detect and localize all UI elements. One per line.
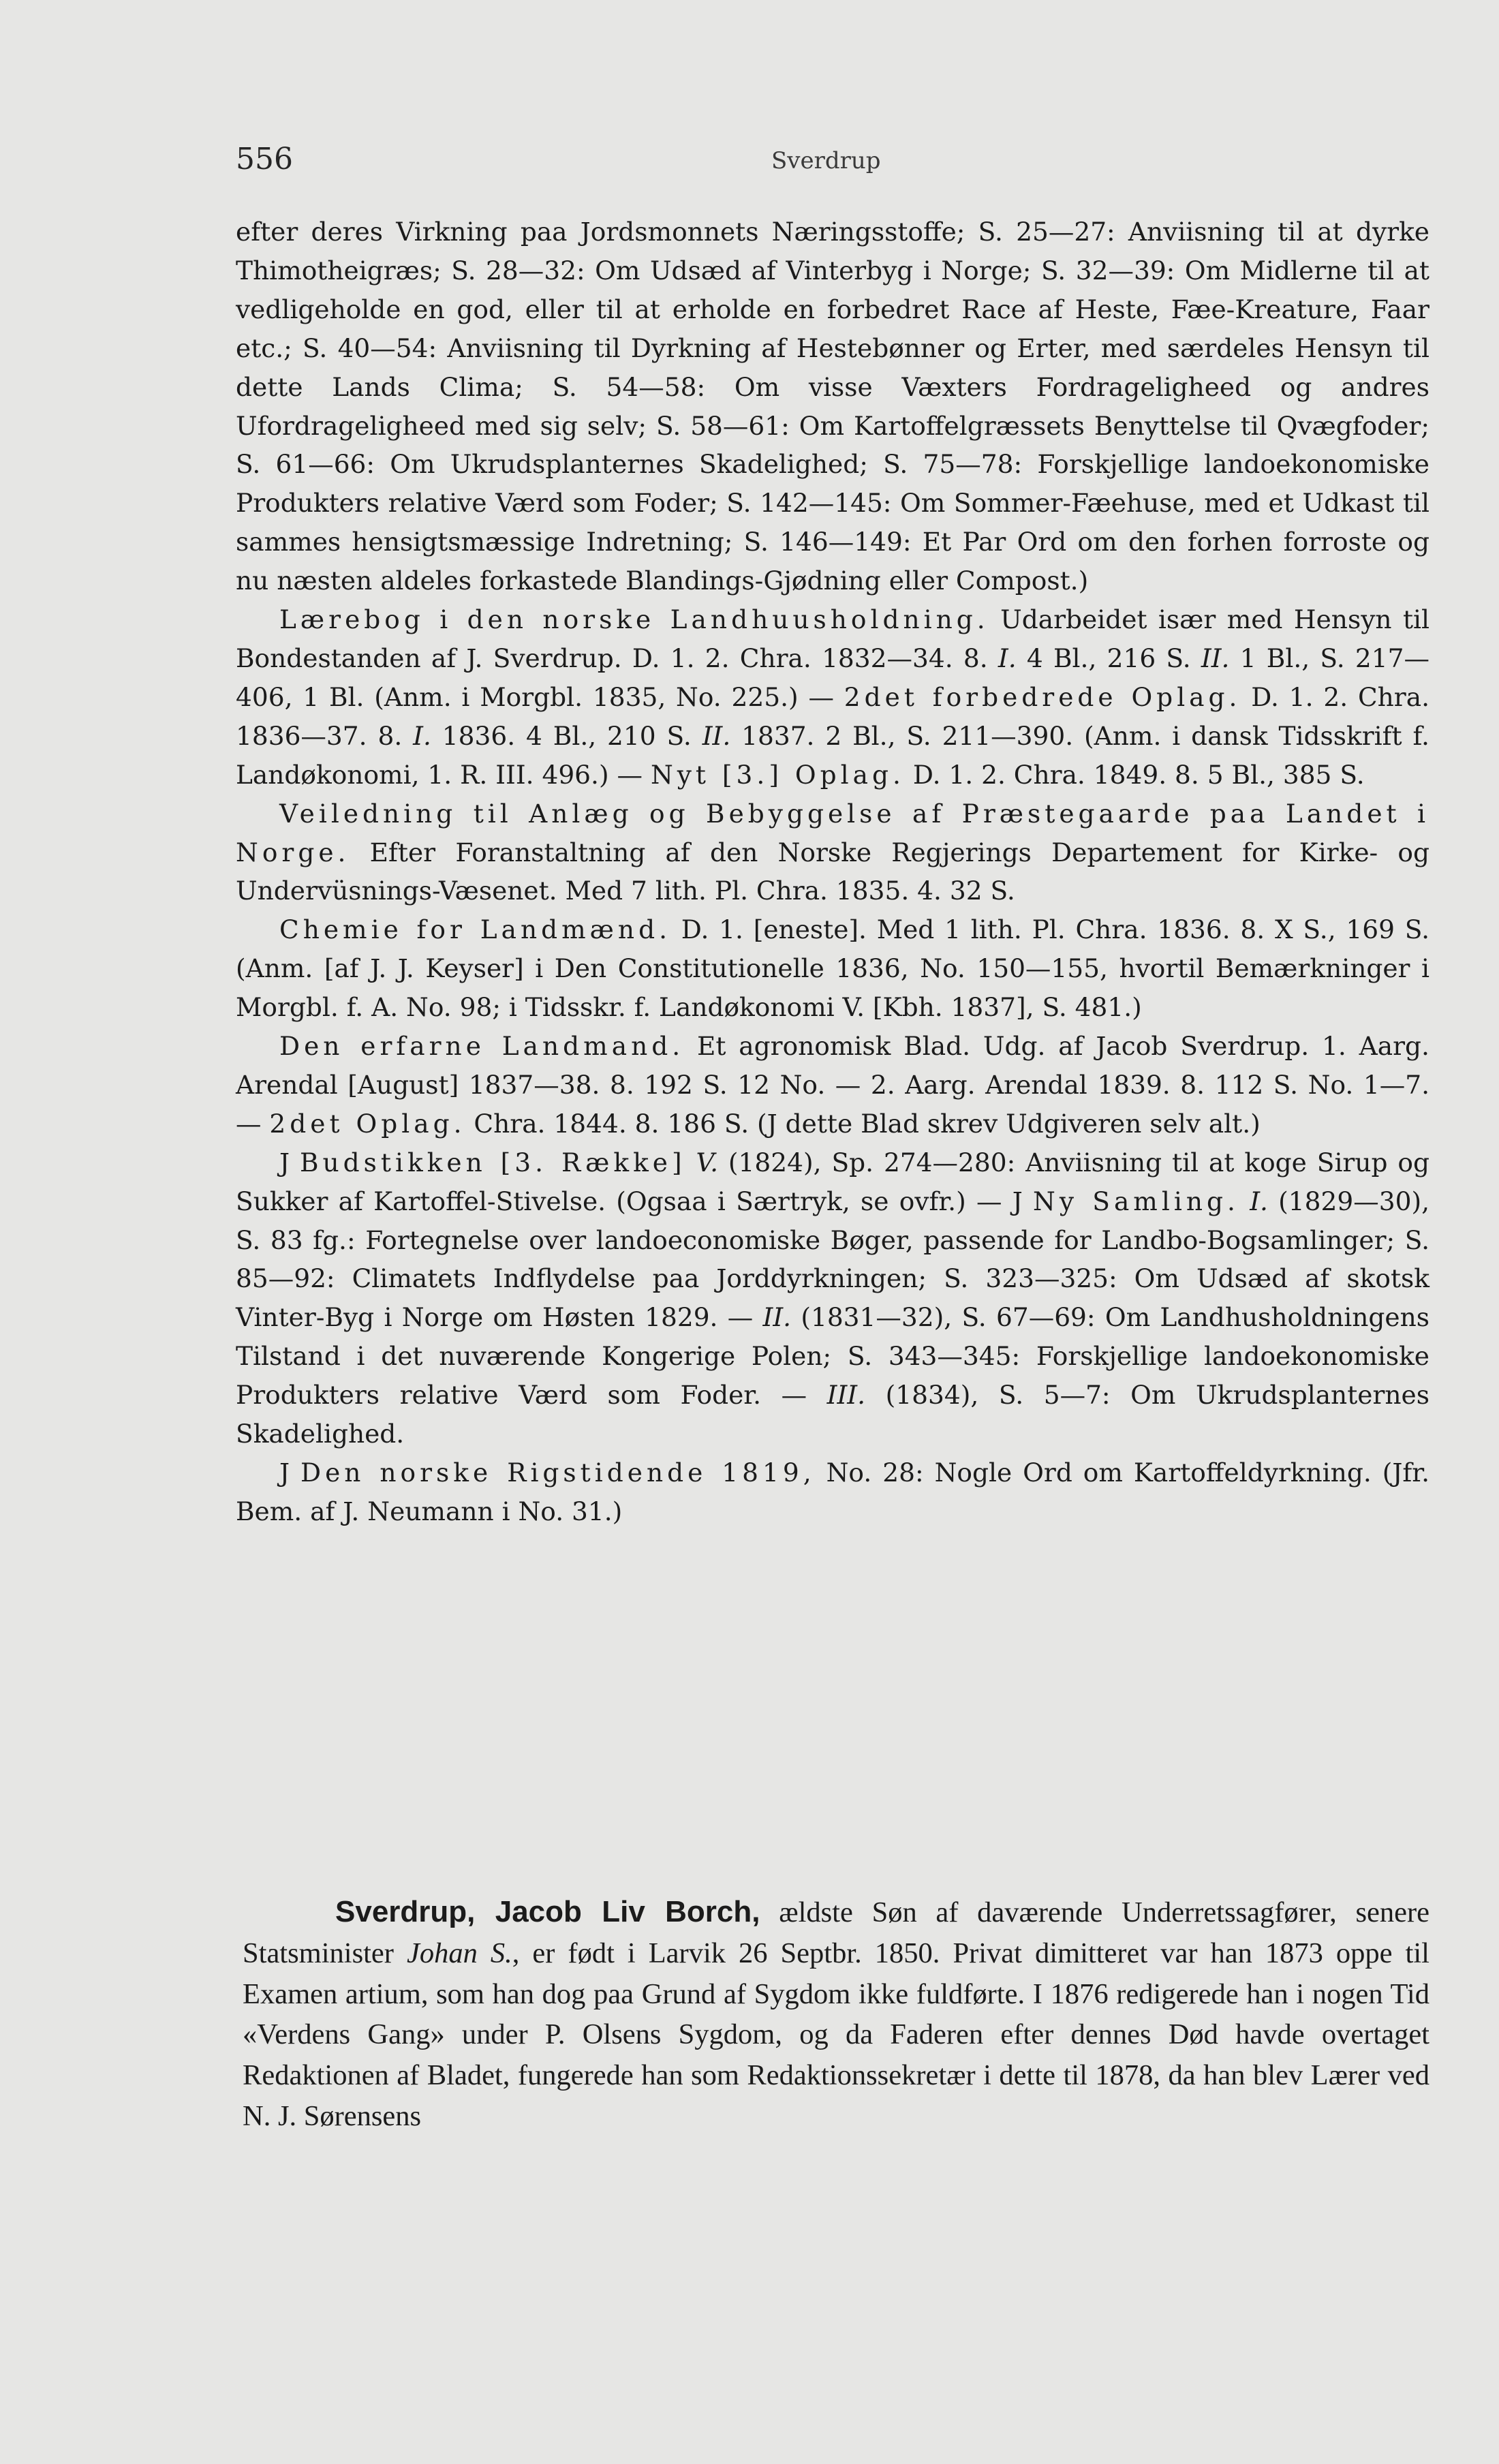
entry-title: Den norske Rigstidende 1819,: [300, 1458, 816, 1488]
entry-text: Et agronomisk Blad. Udg. af Jacob Sverdrup. 1. Aarg. Arendal [August] 1837—38. 8. 192 S. 12 No. — 2. Aarg. Arendal 1839. 8. 112 S. No. 1—7. —: [236, 1031, 1430, 1139]
entry-text: 4 Bl., 216 S.: [1016, 643, 1201, 673]
biography-paragraph: [243, 1892, 1430, 2137]
edition-label: 2det forbedrede Oplag.: [844, 681, 1241, 712]
volume-label: V.: [696, 1147, 718, 1177]
entry-text: (1831—32), S. 67—69: Om Landhusholdningens Tilstand i det nuværende Kongerige Polen; S. 343—345: Forskjellige landoekonomiske Produkters relative Værd som Foder. —: [236, 1302, 1430, 1411]
entry-text: 1836. 4 Bl., 210 S.: [431, 720, 702, 751]
biography-section: [243, 1892, 1430, 2137]
volume-label: II.: [702, 720, 731, 751]
entry-rigstidende: [236, 1453, 1430, 1531]
father-name: Johan S.: [406, 1937, 512, 1969]
entry-title: Lærebog i den norske Landhuusholdning.: [279, 604, 989, 635]
entry-text: J: [279, 1147, 300, 1177]
entry-landmand: [236, 1027, 1430, 1143]
entry-title: Veiledning til Anlæg og Bebyggelse af Præstegaarde paa Landet i Norge.: [236, 798, 1430, 867]
entry-text: Efter Foranstaltning af den Norske Regjerings Departement for Kirke- og Undervüsnings-Væsenet. Med 7 lith. Pl. Chra. 1835. 4. 32 S.: [236, 837, 1430, 906]
entry-text: [686, 1148, 696, 1177]
bibliography-section: [236, 213, 1430, 1531]
entry-title: Budstikken [3. Række]: [299, 1147, 686, 1177]
volume-label: I.: [998, 643, 1017, 673]
volume-label: I.: [413, 720, 431, 751]
bio-text: ældste Søn af daværende Underretssagfører, senere Statsminister: [243, 1896, 1430, 1969]
edition-label: Nyt [3.] Oplag.: [650, 759, 905, 790]
entry-text: Udarbeidet især med Hensyn til Bondestanden af J. Sverdrup. D. 1. 2. Chra. 1832—34. 8.: [236, 604, 1430, 673]
volume-label: I.: [1250, 1186, 1268, 1216]
page-header: [236, 142, 1428, 183]
entry-chemie: [236, 910, 1430, 1027]
entry-text: (1824), Sp. 274—280: Anviisning til at koge Sirup og Sukker af Kartoffel-Stivelse. (Ogsaa i Særtryk, se ovfr.) — J: [236, 1147, 1430, 1216]
edition-label: 2det Oplag.: [269, 1108, 466, 1139]
entry-text: 1837. 2 Bl., S. 211—390. (Anm. i dansk Tidsskrift f. Landøkonomi, 1. R. III. 496.) —: [236, 720, 1430, 790]
entry-text: (1834), S. 5—7: Om Ukrudsplanternes Skadelighed.: [236, 1380, 1430, 1449]
entry-text: No. 28: Nogle Ord om Kartoffeldyrkning. (Jfr. Bem. af J. Neumann i No. 31.): [236, 1458, 1430, 1526]
entry-title: Chemie for Landmænd.: [279, 914, 671, 945]
entry-text: D. 1. 2. Chra. 1849. 8. 5 Bl., 385 S.: [904, 759, 1365, 790]
entry-text: 1 Bl., S. 217—406, 1 Bl. (Anm. i Morgbl. 1835, No. 225.) —: [236, 643, 1430, 712]
entry-veiledning: [236, 795, 1430, 911]
entry-title: Ny Samling.: [1033, 1186, 1239, 1216]
person-name: Sverdrup, Jacob Liv Borch,: [335, 1895, 760, 1928]
bibliography-continuation: efter deres Virkning paa Jordsmonnets Næringsstoffe; S. 25—27: Anviisning til at dyrke Thimotheigræs; S. 28—32: Om Udsæd af Vinterbyg i Norge; S. 32—39: Om Midlerne til at vedligeholde en god, eller til at erholde en forbedret Race af Heste, Fæe-Kreature, Faar etc.; S. 40—54: Anviisning til Dyrkning af Hestebønner og Erter, med særdeles Hensyn til dette Lands Clima; S. 54—58: Om visse Væxters Fordrageligheed og andres Ufordrageligheed med sig selv; S. 58—61: Om Kartoffelgræssets Benyttelse til Qvægfoder; S. 61—66: Om Ukrudsplanternes Skadelighed; S. 75—78: Forskjellige landoekonomiske Produkters relative Værd som Foder; S. 142—145: Om Sommer-Fæehuse, med et Udkast til sammes hensigtsmæssige Indretning; S. 146—149: Et Par Ord om den forhen forroste og nu næsten aldeles forkastede Blandings-Gjødning eller Compost.): [236, 217, 1430, 596]
volume-label: III.: [826, 1380, 866, 1411]
volume-label: II.: [1201, 643, 1230, 673]
page-number: 556: [236, 142, 293, 176]
entry-title: Den erfarne Landmand.: [279, 1031, 685, 1062]
entry-laerebog: [236, 600, 1430, 795]
entry-text: D. 1. [eneste]. Med 1 lith. Pl. Chra. 1836. 8. X S., 169 S. (Anm. [af J. J. Keyser] i Den Constitutionelle 1836, No. 150—155, hvortil Bemærkninger i Morgbl. f. A. No. 98; i Tidsskr. f. Landøkonomi V. [Kbh. 1837], S. 481.): [236, 914, 1430, 1023]
entry-budstikken: [236, 1143, 1430, 1453]
entry-text: D. 1. 2. Chra. 1836—37. 8.: [236, 681, 1430, 751]
entry-text: J: [279, 1458, 301, 1488]
bio-text: , er født i Larvik 26 Septbr. 1850. Privat dimitteret var han 1873 oppe til Examen artium, som han dog paa Grund af Sygdom ikke fuldførte. I 1876 redigerede han i nogen Tid «Verdens Gang» under P. Olsens Sygdom, og da Faderen efter dennes Død havde overtaget Redaktionen af Bladet, fungerede han som Redaktionssekretær i dette til 1878, da han blev Lærer ved N. J. Sørensens: [243, 1937, 1430, 2132]
entry-text: (1829—30), S. 83 fg.: Fortegnelse over landoeconomiske Bøger, passende for Landbo-Bogsamlinger; S. 85—92: Climatets Indflydelse paa Jorddyrkningen; S. 323—325: Om Udsæd af skotsk Vinter-Byg i Norge om Høsten 1829. —: [236, 1186, 1430, 1333]
entry-text: Chra. 1844. 8. 186 S. (J dette Blad skrev Udgiveren selv alt.): [465, 1108, 1261, 1139]
volume-label: II.: [762, 1302, 792, 1333]
running-head: Sverdrup: [771, 147, 881, 174]
entry-text: [1239, 1186, 1250, 1216]
